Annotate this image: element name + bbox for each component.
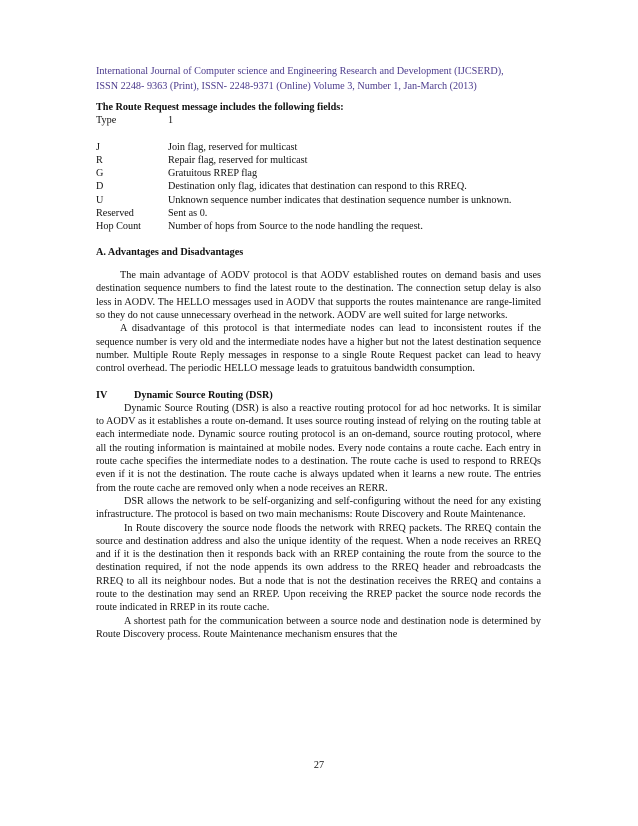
- journal-header-line-1: International Journal of Computer science and Engineering Research and Development (IJCSERD),: [96, 66, 504, 77]
- section-iv-heading: [96, 389, 541, 402]
- route-request-title: The Route Request message includes the following fields:: [96, 102, 344, 113]
- journal-header-line-2: ISSN 2248- 9363 (Print), ISSN- 2248-9371 (Online) Volume 3, Number 1, Jan-March (2013): [96, 81, 477, 92]
- section-a-paragraph-1: The main advantage of AODV protocol is that AODV established routes on demand basis and uses destination sequence numbers to find the latest route to the destination. The connection setup delay is also less in AODV. The HELLO messages used in AODV that supports the routes maintenance are range-limited so they do not cause unnecessary overhead in the network. AODV are well suited for large networks.: [96, 270, 541, 322]
- field-name: Hop Count: [96, 221, 141, 233]
- field-row: [96, 220, 541, 233]
- field-row: [96, 207, 541, 220]
- section-iv-paragraph-3: In Route discovery the source node floods the network with RREQ packets. The RREQ contain the source and destination address and also the unique identity of the request. When a node receives an RREQ and if it is the destination then it responds back with an RREP containing the route from the source to the destination required, if not the node appends its own address to the RREQ header and rebroadcasts the RREQ to all its neighbour nodes. But a node that is not the destination receives the RREQ and contains a route to the destination may send an RREP. Upon receiving the RREP packet the source node records the route indicated in RREP in its route cache.: [96, 522, 541, 614]
- field-row: [96, 180, 541, 193]
- field-name: G: [96, 168, 104, 180]
- field-row: [96, 141, 541, 154]
- section-title: Dynamic Source Routing (DSR): [134, 389, 273, 401]
- field-desc: Number of hops from Source to the node handling the request.: [168, 221, 423, 233]
- field-name: Reserved: [96, 208, 134, 220]
- field-name: Type: [96, 115, 117, 127]
- field-name: D: [96, 181, 104, 193]
- field-row: [96, 167, 541, 180]
- field-row: [96, 154, 541, 167]
- field-name: R: [96, 154, 103, 166]
- field-desc: Gratuitous RREP flag: [168, 168, 258, 180]
- field-desc: Join flag, reserved for multicast: [168, 141, 298, 153]
- section-iv-paragraph-4: A shortest path for the communication between a source node and destination node is determined by Route Discovery process. Route Maintenance mechanism ensures that the: [96, 615, 541, 640]
- route-request-fields: [96, 114, 541, 233]
- section-number: IV: [96, 389, 108, 401]
- field-name: J: [96, 141, 100, 153]
- page-content: [96, 64, 541, 641]
- section-a-title: A. Advantages and Disadvantages: [96, 246, 244, 258]
- field-desc: 1: [168, 115, 174, 127]
- page-number: 27: [313, 760, 325, 771]
- field-desc: Repair flag, reserved for multicast: [168, 154, 308, 166]
- field-row: [96, 114, 541, 127]
- field-desc: Sent as 0.: [168, 208, 208, 220]
- section-iv-paragraph-2: DSR allows the network to be self-organizing and self-configuring without the need for any existing infrastructure. The protocol is based on two main mechanisms: Route Discovery and Route Maintenance.: [96, 495, 541, 521]
- field-row: [96, 194, 541, 207]
- section-a-paragraph-2: A disadvantage of this protocol is that intermediate nodes can lead to inconsistent routes if the sequence number is very old and the intermediate nodes have a higher but not the latest destination sequence number. Multiple Route Reply messages in response to a single Route Request packet can lead to heavy control overhead. The periodic HELLO message leads to gratuitous bandwidth consumption.: [96, 323, 541, 375]
- field-name: U: [96, 194, 104, 206]
- field-desc: Unknown sequence number indicates that destination sequence number is unknown.: [168, 194, 512, 206]
- section-iv-paragraph-1: Dynamic Source Routing (DSR) is also a reactive routing protocol for ad hoc networks. It is similar to AODV as it establishes a route on-demand. It uses source routing instead of relying on the routing table at each intermediate node. Dynamic source routing protocol is an on-demand, source routing protocol, where all the routing information is maintained at mobile nodes. Every node contains a route cache. Each entry in route cache specifies the intermediate nodes to a destination. The route cache is used to respond to RREQs even if it is not the destination. The route cache is always updated when it learns a new route. The entries from the route cache are removed only when a node receives an RERR.: [96, 402, 541, 494]
- field-desc: Destination only flag, idicates that destination can respond to this RREQ.: [168, 181, 467, 193]
